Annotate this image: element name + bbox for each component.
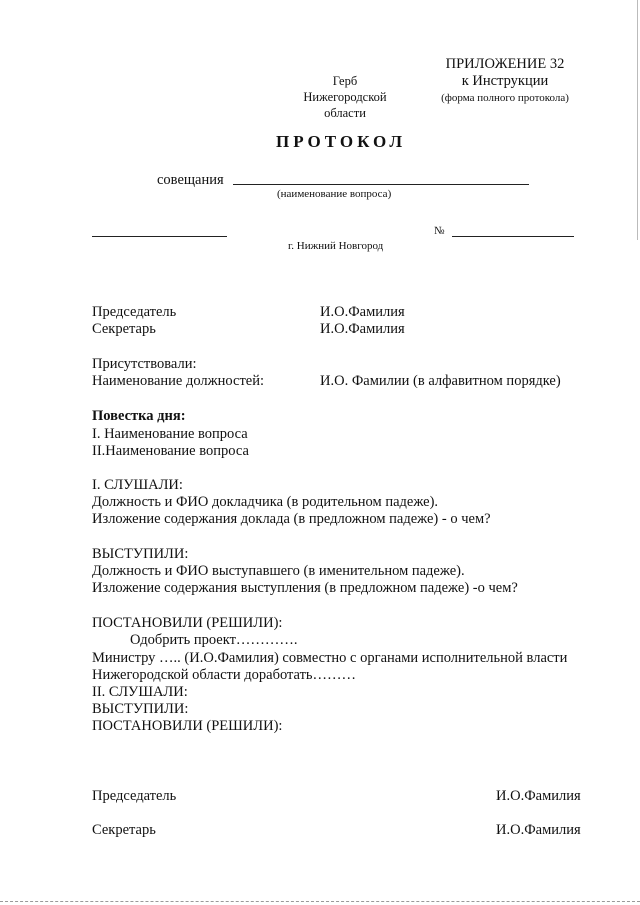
scan-edge-line: [637, 0, 638, 240]
attendees-heading: Присутствовали:: [92, 356, 197, 372]
section1-heard-line1: Должность и ФИО докладчика (в родительном падеже).: [92, 494, 439, 510]
number-line: [452, 236, 574, 237]
section1-heard-heading: I. СЛУШАЛИ:: [92, 477, 183, 493]
meeting-label: совещания: [157, 172, 224, 188]
secretary-name: И.О.Фамилия: [320, 321, 405, 337]
section1-spoke-heading: ВЫСТУПИЛИ:: [92, 546, 189, 562]
chair-label: Председатель: [92, 304, 177, 320]
agenda-item-1: I. Наименование вопроса: [92, 426, 248, 442]
emblem-line2: Нижегородской: [303, 90, 387, 104]
section1-spoke-line2: Изложение содержания выступления (в предложном падеже) -о чем?: [92, 580, 518, 596]
number-label: №: [434, 225, 445, 237]
appendix-title: ПРИЛОЖЕНИЕ 32: [445, 56, 565, 72]
chair-name: И.О.Фамилия: [320, 304, 405, 320]
attendees-names: И.О. Фамилии (в алфавитном порядке): [320, 373, 561, 389]
appendix-instruction: к Инструкции: [461, 73, 549, 89]
signature-chair-name: И.О.Фамилия: [496, 788, 581, 804]
attendees-positions-label: Наименование должностей:: [92, 373, 265, 389]
document-title: ПРОТОКОЛ: [276, 132, 407, 151]
meeting-name-caption: (наименование вопроса): [277, 188, 392, 200]
emblem-caption: [290, 73, 400, 121]
section1-resolved-heading: ПОСТАНОВИЛИ (РЕШИЛИ):: [92, 615, 283, 631]
emblem-line1: Герб: [332, 74, 358, 88]
section1-resolved-line2: Министру ….. (И.О.Фамилия) совместно с органами исполнительной власти: [92, 650, 568, 666]
signature-chair-label: Председатель: [92, 788, 177, 804]
date-line: [92, 236, 227, 237]
agenda-item-2: II.Наименование вопроса: [92, 443, 249, 459]
appendix-form-note: (форма полного протокола): [441, 92, 569, 104]
section2-heard-heading: II. СЛУШАЛИ:: [92, 684, 188, 700]
scan-footer-dash: [0, 901, 640, 902]
signature-secretary-name: И.О.Фамилия: [496, 822, 581, 838]
section2-spoke-heading: ВЫСТУПИЛИ:: [92, 701, 189, 717]
city-label: г. Нижний Новгород: [288, 240, 384, 252]
section1-heard-line2: Изложение содержания доклада (в предложном падеже) - о чем?: [92, 511, 491, 527]
agenda-heading: Повестка дня:: [92, 408, 186, 424]
section1-resolved-line1: Одобрить проект………….: [130, 632, 298, 648]
emblem-line3: области: [324, 106, 366, 120]
signature-secretary-label: Секретарь: [92, 822, 156, 838]
secretary-label: Секретарь: [92, 321, 156, 337]
section1-resolved-line3: Нижегородской области доработать………: [92, 667, 357, 683]
section2-resolved-heading: ПОСТАНОВИЛИ (РЕШИЛИ):: [92, 718, 283, 734]
section1-spoke-line1: Должность и ФИО выступавшего (в именительном падеже).: [92, 563, 465, 579]
meeting-name-line: [233, 184, 529, 185]
appendix-block: [420, 56, 590, 105]
